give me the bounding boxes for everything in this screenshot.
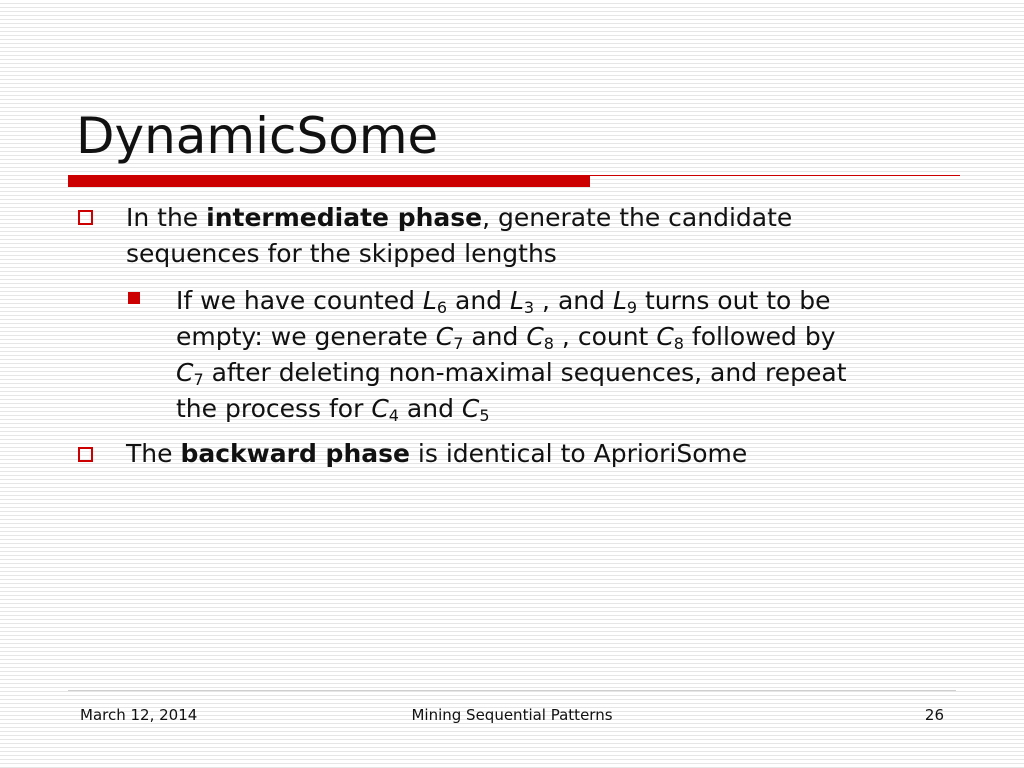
title-underline-thin xyxy=(590,175,960,176)
footer-date: March 12, 2014 xyxy=(80,706,198,724)
title-underline-thick xyxy=(68,175,590,187)
subbullet-text-counted: If we have counted $L_6$ and $L_3$ , and $L_9$ turns out to be empty: we generate $C_7$ and $C_8$ , count $C_8$ followed by $C_7$ after deleting non-maximal sequences, and repeat the process for $C_4$ and $C_5$ xyxy=(176,286,847,425)
page-number: 26 xyxy=(924,706,944,724)
footer-title: Mining Sequential Patterns xyxy=(411,706,613,724)
footer-divider xyxy=(68,690,956,691)
hollow-square-bullet-icon xyxy=(78,210,93,225)
filled-square-bullet-icon xyxy=(128,292,140,304)
slide-title: DynamicSome xyxy=(76,107,439,165)
bullet-text-intermediate: In the intermediate phase, generate the candidate sequences for the skipped lengths xyxy=(126,203,793,268)
bullet-text-backward: The backward phase is identical to AprioriSome xyxy=(126,439,748,468)
hollow-square-bullet-icon xyxy=(78,447,93,462)
